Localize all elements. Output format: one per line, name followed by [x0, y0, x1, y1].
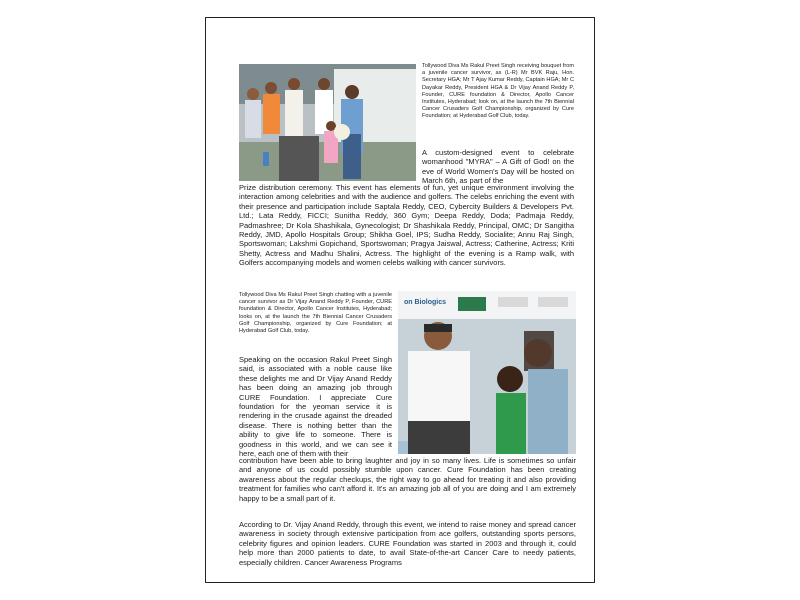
photo-bouquet-presentation [239, 64, 416, 181]
photo-chat-with-child-image [398, 291, 576, 454]
paragraph-2-intro: Speaking on the occasion Rakul Preet Singh said, is associated with a noble cause like these delights me and Dr Vijay Anand Reddy has been doing an amazing job through CURE Foundation. I appreciate Cure foundation for the yeoman service it is rendering in the crusade against the dreaded disease. There is nothing better than the ability to give life to someone. There is goodness in this world, and we can see it here, each one of them with their [239, 355, 392, 459]
photo-caption-1: Tollywood Diva Ms Rakul Preet Singh receiving bouquet from a juvenile cancer survivor, as (L-R) Mr BVK Raju, Hon. Secretary HGA; Mr T Ajay Kumar Reddy, Captain HGA; Mr C Dayakar Reddy, President HGA & Dr Vijay Anand Reddy P, Founder, CURE foundation & Director, Apollo Cancer Institutes, Hyderabad; look on, at the launch the 7th Biennial Cancer Crusaders Golf Championship, organized by Cure Foundation; at Hyderabad Golf Club, today. [422, 63, 574, 120]
photo-chat-with-child [398, 291, 576, 454]
photo-bouquet-presentation-image [239, 64, 416, 181]
banner-text-biologics: on Biologics [404, 299, 446, 306]
paragraph-3: According to Dr. Vijay Anand Reddy, through this event, we intend to raise money and spread cancer awareness in society through extensive participation from ace golfers, outstanding sports persons, celebrity figures and opinion leaders. CURE Foundation was started in 2003 and through it, could help more than 2000 patients to date, to avail State-of-the-art Cancer Care to needy patients, especially children. Cancer Awareness Programs [239, 520, 576, 567]
photo-caption-2: Tollywood Diva Ms Rakul Preet Singh chatting with a juvenile cancer survivor as Dr Vijay Anand Reddy P, Founder, CURE foundation & Director, Apollo Cancer Institutes, Hyderabad; looks on, at the launch the 7th Biennial Cancer Crusaders Golf Championship, organized by Cure Foundation; at Hyderabad Golf Club, today. [239, 292, 392, 335]
paragraph-2-continued: contribution have been able to bring laughter and joy in so many lives. Life is sometimes so unfair and anyone of us could possibly stumble upon cancer. Cure Foundation has been creating awareness about the regular checkups, the right way to go ahead for treating it and also providing treatment for families who can't afford it. It's an amazing job all of you are doing and I am extremely happy to be a small part of it. [239, 456, 576, 503]
paragraph-1-intro: A custom-designed event to celebrate womanhood "MYRA" – A Gift of God! on the eve of World Women's Day will be hosted on March 6th, as part of the [422, 148, 574, 186]
paragraph-1-continued: Prize distribution ceremony. This event has elements of fun, yet unique environment involving the interaction among celebrities and with the audience and golfers. The celebs enriching the event with their presence and participation include Saptala Reddy, CEO, Cybercity Builders & Developers Pvt. Ltd.; Lata Reddy, FICCI; Sunitha Reddy, 360 Gym; Deepa Reddy, Doda; Padmaja Reddy, Padmashree; Dr Kola Shashikala, Gynecologist; Dr Shashikala Reddy, Principal, OMC; Dr Sangitha Reddy, JMD, Apollo Hospitals Group; Shikha Goel, IPS; Sudha Reddy, Socialite; Annu Raj Singh, Sportswoman; Lakshmi Gopichand, Sportswoman; Pragya Jaiswal, Actress; Catherine, Actress; Kriti Shetty, Actress and Madhu Shalini, Actress. The highlight of the evening is a Ramp walk, with Golfers accompanying models and women celebs walking with cancer survivors. [239, 183, 574, 268]
